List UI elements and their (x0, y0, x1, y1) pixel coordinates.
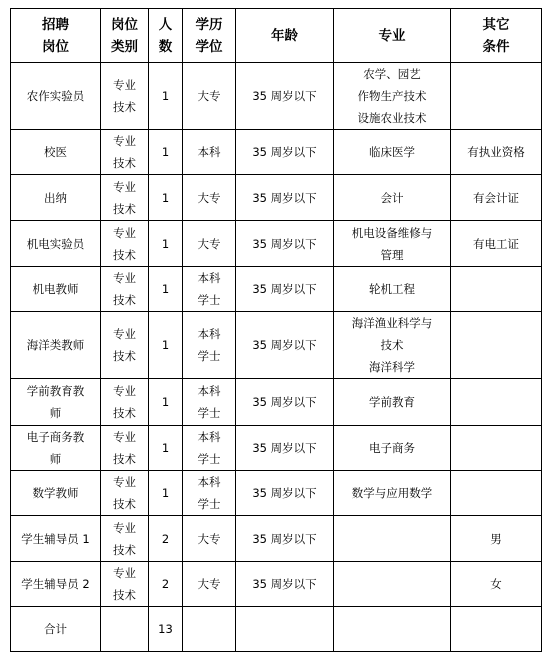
cell-count: 1 (149, 379, 183, 426)
cell-position: 学生辅导员 1 (11, 516, 101, 562)
cell-age: 35 周岁以下 (236, 379, 334, 426)
header-major: 专业 (334, 9, 451, 63)
total-category (101, 607, 149, 652)
cell-count: 1 (149, 426, 183, 471)
cell-count: 1 (149, 63, 183, 130)
header-age: 年龄 (236, 9, 334, 63)
cell-age: 35 周岁以下 (236, 471, 334, 516)
table-row (11, 426, 542, 471)
cell-education: 大专 (183, 175, 236, 221)
cell-education: 本科 学士 (183, 267, 236, 312)
cell-major: 农学、园艺 作物生产技术 设施农业技术 (334, 63, 451, 130)
cell-position: 学前教育教 师 (11, 379, 101, 426)
cell-age: 35 周岁以下 (236, 175, 334, 221)
cell-other: 有执业资格 (451, 130, 542, 175)
cell-education: 本科 学士 (183, 312, 236, 379)
cell-education: 本科 学士 (183, 471, 236, 516)
table-row (11, 562, 542, 607)
cell-other (451, 471, 542, 516)
cell-category: 专业 技术 (101, 312, 149, 379)
cell-major: 轮机工程 (334, 267, 451, 312)
cell-position: 机电教师 (11, 267, 101, 312)
cell-count: 2 (149, 562, 183, 607)
cell-other: 有电工证 (451, 221, 542, 267)
cell-education: 大专 (183, 562, 236, 607)
cell-major (334, 562, 451, 607)
total-label: 合计 (11, 607, 101, 652)
cell-count: 1 (149, 312, 183, 379)
cell-position: 海洋类教师 (11, 312, 101, 379)
cell-other: 男 (451, 516, 542, 562)
table-row (11, 516, 542, 562)
cell-education: 大专 (183, 221, 236, 267)
cell-age: 35 周岁以下 (236, 267, 334, 312)
cell-major: 海洋渔业科学与 技术 海洋科学 (334, 312, 451, 379)
table-row (11, 130, 542, 175)
cell-position: 机电实验员 (11, 221, 101, 267)
cell-major: 电子商务 (334, 426, 451, 471)
cell-count: 1 (149, 175, 183, 221)
cell-count: 1 (149, 267, 183, 312)
cell-other (451, 267, 542, 312)
cell-age: 35 周岁以下 (236, 312, 334, 379)
table-body (11, 63, 542, 607)
cell-other (451, 426, 542, 471)
total-major (334, 607, 451, 652)
cell-age: 35 周岁以下 (236, 63, 334, 130)
table-row (11, 379, 542, 426)
cell-position: 电子商务教 师 (11, 426, 101, 471)
header-other: 其它 条件 (451, 9, 542, 63)
total-count: 13 (149, 607, 183, 652)
cell-major: 临床医学 (334, 130, 451, 175)
table-row (11, 63, 542, 130)
cell-age: 35 周岁以下 (236, 130, 334, 175)
cell-education: 本科 学士 (183, 426, 236, 471)
cell-education: 大专 (183, 63, 236, 130)
header-education: 学历 学位 (183, 9, 236, 63)
cell-category: 专业 技术 (101, 562, 149, 607)
cell-age: 35 周岁以下 (236, 562, 334, 607)
cell-age: 35 周岁以下 (236, 516, 334, 562)
total-row (11, 607, 542, 652)
cell-education: 大专 (183, 516, 236, 562)
cell-major (334, 516, 451, 562)
cell-position: 学生辅导员 2 (11, 562, 101, 607)
cell-count: 1 (149, 221, 183, 267)
cell-other (451, 63, 542, 130)
cell-category: 专业 技术 (101, 516, 149, 562)
cell-category: 专业 技术 (101, 175, 149, 221)
header-position: 招聘 岗位 (11, 9, 101, 63)
cell-other (451, 379, 542, 426)
cell-other (451, 312, 542, 379)
cell-category: 专业 技术 (101, 130, 149, 175)
recruitment-table (10, 8, 542, 652)
cell-education: 本科 学士 (183, 379, 236, 426)
cell-count: 1 (149, 130, 183, 175)
cell-category: 专业 技术 (101, 267, 149, 312)
cell-category: 专业 技术 (101, 471, 149, 516)
cell-major: 会计 (334, 175, 451, 221)
total-other (451, 607, 542, 652)
cell-count: 2 (149, 516, 183, 562)
cell-major: 数学与应用数学 (334, 471, 451, 516)
cell-education: 本科 (183, 130, 236, 175)
cell-position: 农作实验员 (11, 63, 101, 130)
table-row (11, 175, 542, 221)
header-count: 人 数 (149, 9, 183, 63)
cell-major: 学前教育 (334, 379, 451, 426)
total-education (183, 607, 236, 652)
cell-age: 35 周岁以下 (236, 221, 334, 267)
cell-age: 35 周岁以下 (236, 426, 334, 471)
cell-count: 1 (149, 471, 183, 516)
header-category: 岗位 类别 (101, 9, 149, 63)
cell-position: 数学教师 (11, 471, 101, 516)
cell-category: 专业 技术 (101, 426, 149, 471)
cell-category: 专业 技术 (101, 63, 149, 130)
cell-position: 校医 (11, 130, 101, 175)
table-row (11, 267, 542, 312)
table-row (11, 471, 542, 516)
cell-major: 机电设备维修与 管理 (334, 221, 451, 267)
header-row (11, 9, 542, 63)
cell-position: 出纳 (11, 175, 101, 221)
table-row (11, 221, 542, 267)
cell-category: 专业 技术 (101, 221, 149, 267)
cell-other: 有会计证 (451, 175, 542, 221)
cell-other: 女 (451, 562, 542, 607)
total-age (236, 607, 334, 652)
cell-category: 专业 技术 (101, 379, 149, 426)
table-row (11, 312, 542, 379)
